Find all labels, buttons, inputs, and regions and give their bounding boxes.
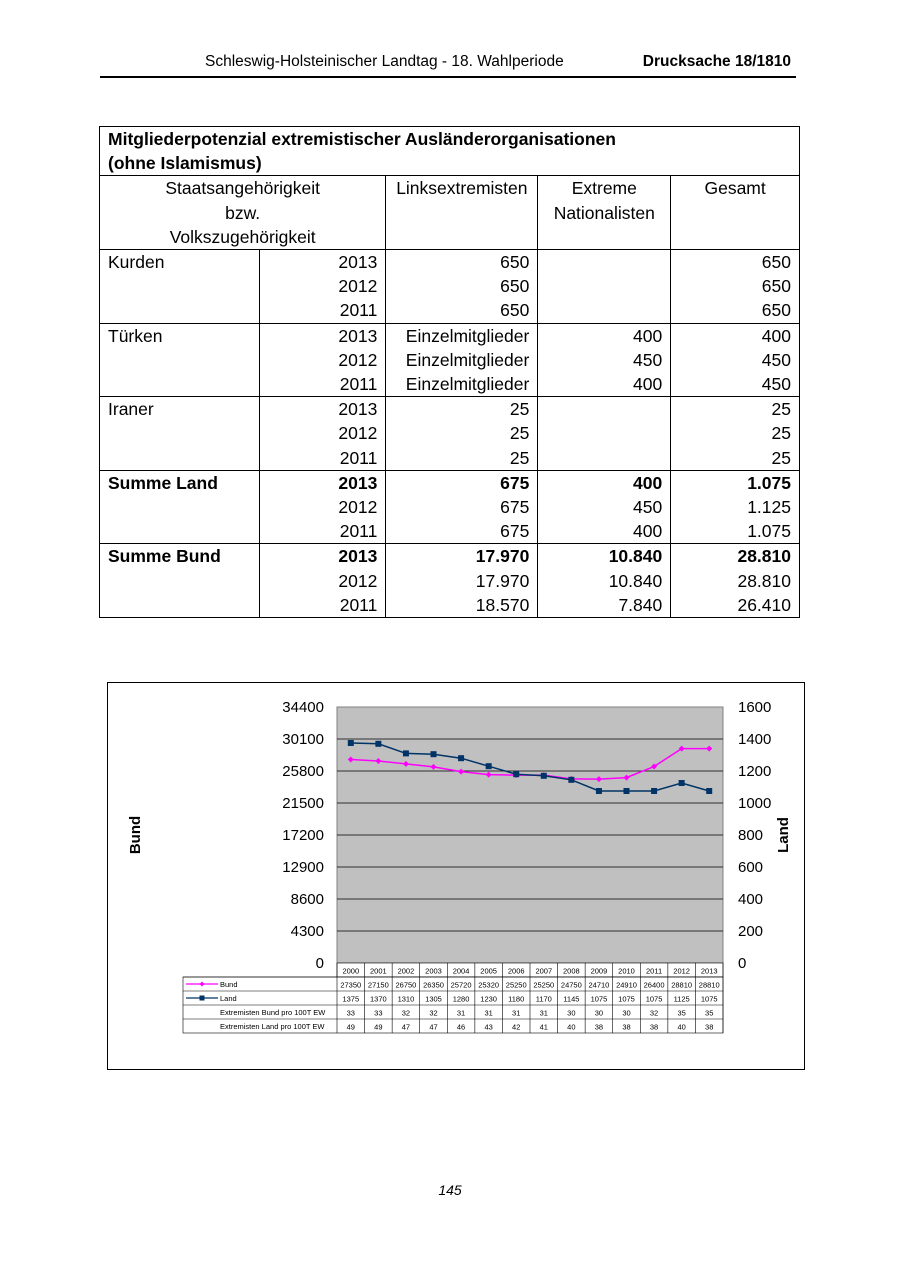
legend-marker <box>200 996 205 1001</box>
cell-year: 2012 <box>338 497 378 518</box>
cell-nat: 7.840 <box>618 594 663 615</box>
table-value: 38 <box>705 1022 714 1032</box>
cell-links: 18.570 <box>475 594 530 615</box>
cell-links: 675 <box>500 472 530 493</box>
column-year-cell <box>259 323 386 397</box>
x-tick-label: 2001 <box>370 966 387 976</box>
table-value: 31 <box>484 1008 493 1018</box>
table-value: 25720 <box>450 980 472 990</box>
column-nat-cell <box>538 470 671 544</box>
table-row-label: Extremisten Bund pro 100T EW <box>220 1008 326 1017</box>
data-point-land <box>651 788 657 794</box>
cell-year: 2011 <box>339 447 378 468</box>
table-value: 25250 <box>505 980 527 990</box>
column-year-cell <box>259 250 386 324</box>
cell-links: Einzelmitglieder <box>405 374 530 395</box>
table-value: 30 <box>594 1008 604 1018</box>
table-row-label: Bund <box>220 980 238 989</box>
table-value: 1375 <box>342 994 360 1004</box>
cell-year: 2011 <box>339 300 378 321</box>
y2-tick-label: 400 <box>738 891 764 908</box>
group-name: Iraner <box>108 399 154 420</box>
table-value: 40 <box>677 1022 686 1032</box>
cell-links: Einzelmitglieder <box>405 349 530 370</box>
cell-nat: 10.840 <box>608 546 663 567</box>
group-name-cell <box>100 323 260 397</box>
y2-tick-label: 1000 <box>738 795 772 812</box>
data-point-land <box>624 788 630 794</box>
cell-gesamt: 450 <box>761 349 791 370</box>
cell-year: 2012 <box>338 570 378 591</box>
table-value: 32 <box>649 1008 659 1018</box>
table-value: 1370 <box>370 994 387 1004</box>
cell-links: 25 <box>509 447 530 468</box>
cell-nat: 400 <box>633 472 663 493</box>
table-value: 32 <box>401 1008 411 1018</box>
cell-nat: 450 <box>633 349 663 370</box>
cell-gesamt: 450 <box>761 374 791 395</box>
col-header-staat-line3: Volkszugehörigkeit <box>169 226 316 247</box>
table-value: 28810 <box>698 980 720 990</box>
cell-year: 2013 <box>338 252 378 273</box>
x-tick-label: 2010 <box>618 966 635 976</box>
cell-nat <box>546 421 662 445</box>
y-tick-label: 30100 <box>282 731 324 748</box>
table-value: 1075 <box>645 994 663 1004</box>
table-group-row <box>100 397 800 471</box>
column-gesamt-cell <box>671 250 800 324</box>
x-tick-label: 2005 <box>480 966 497 976</box>
column-gesamt-cell <box>671 323 800 397</box>
data-point-land <box>596 788 602 794</box>
table-value: 32 <box>429 1008 438 1018</box>
table-value: 27150 <box>367 980 389 990</box>
cell-nat: 450 <box>633 497 663 518</box>
column-links-cell <box>386 397 538 471</box>
y-tick-label: 21500 <box>282 795 324 812</box>
table-value: 1145 <box>563 994 580 1004</box>
column-links-cell <box>386 323 538 397</box>
table-value: 26350 <box>423 980 444 990</box>
x-tick-label: 2003 <box>425 966 442 976</box>
group-name: Summe Land <box>108 472 218 493</box>
cell-gesamt: 25 <box>771 423 791 444</box>
group-name: Kurden <box>108 252 165 273</box>
column-gesamt-cell <box>671 544 800 618</box>
table-value: 41 <box>539 1022 548 1032</box>
cell-gesamt: 1.075 <box>747 521 791 542</box>
table-header-row <box>100 176 800 250</box>
y-tick-label: 0 <box>315 955 324 972</box>
table-value: 31 <box>456 1008 466 1018</box>
x-tick-label: 2009 <box>590 966 608 976</box>
cell-nat: 10.840 <box>608 570 663 591</box>
cell-nat: 400 <box>633 325 663 346</box>
y2-tick-label: 1200 <box>738 763 772 780</box>
column-nat-cell <box>538 544 671 618</box>
table-value: 42 <box>512 1022 521 1032</box>
table-value: 25320 <box>478 980 500 990</box>
data-point-land <box>541 773 547 779</box>
table-group-row <box>100 470 800 544</box>
table-value: 26400 <box>643 980 665 990</box>
column-links-cell <box>386 250 538 324</box>
table-value: 24910 <box>616 980 637 990</box>
cell-links: 17.970 <box>475 546 530 567</box>
y2-tick-label: 600 <box>738 859 764 876</box>
cell-gesamt: 25 <box>771 399 791 420</box>
column-nat-cell <box>538 397 671 471</box>
cell-year: 2011 <box>339 594 378 615</box>
table-value: 1075 <box>590 994 608 1004</box>
data-point-land <box>431 751 437 757</box>
table-value: 30 <box>567 1008 576 1018</box>
y2-tick-label: 200 <box>738 923 764 940</box>
line-chart <box>108 683 804 1069</box>
table-value: 24750 <box>560 980 582 990</box>
y-tick-label: 12900 <box>282 859 324 876</box>
group-name-cell <box>100 544 260 618</box>
table-value: 1125 <box>673 994 690 1004</box>
table-value: 31 <box>539 1008 548 1018</box>
table-value: 25250 <box>533 980 555 990</box>
cell-gesamt: 650 <box>761 276 791 297</box>
y-tick-label: 4300 <box>290 923 324 940</box>
cell-gesamt: 26.410 <box>737 594 791 615</box>
table-value: 49 <box>374 1022 383 1032</box>
col-header-links-text: Linksextremisten <box>396 178 528 199</box>
data-point-land <box>458 755 464 761</box>
data-point-land <box>375 741 381 747</box>
group-name: Türken <box>108 325 163 346</box>
x-tick-label: 2011 <box>646 966 663 976</box>
group-name: Summe Bund <box>108 546 221 567</box>
x-tick-label: 2004 <box>452 966 470 976</box>
page-header <box>100 50 796 78</box>
column-gesamt-cell <box>671 470 800 544</box>
table-value: 1075 <box>618 994 635 1004</box>
cell-gesamt: 650 <box>761 300 791 321</box>
cell-nat <box>546 397 662 421</box>
y2-axis-title: Land <box>775 817 792 853</box>
table-value: 1075 <box>700 994 718 1004</box>
cell-nat <box>546 274 662 298</box>
table-value: 47 <box>429 1022 438 1032</box>
y2-tick-label: 1400 <box>738 731 772 748</box>
document-number: Drucksache 18/1810 <box>642 53 791 70</box>
column-year-cell <box>259 397 386 471</box>
table-value: 38 <box>649 1022 659 1032</box>
y-tick-label: 25800 <box>282 763 324 780</box>
table-value: 1230 <box>480 994 497 1004</box>
table-title-line2: (ohne Islamismus) <box>108 153 262 174</box>
cell-links: 25 <box>509 399 530 420</box>
cell-links: 25 <box>509 423 530 444</box>
table-value: 30 <box>622 1008 631 1018</box>
cell-links: 650 <box>500 300 530 321</box>
col-header-staat <box>100 176 386 250</box>
column-links-cell <box>386 470 538 544</box>
group-name-cell <box>100 470 260 544</box>
table-value: 26750 <box>395 980 417 990</box>
cell-gesamt: 400 <box>761 325 791 346</box>
cell-nat: 400 <box>633 374 663 395</box>
cell-nat: 400 <box>633 521 663 542</box>
group-name-cell <box>100 250 260 324</box>
y-tick-label: 34400 <box>282 699 324 716</box>
table-value: 33 <box>346 1008 355 1018</box>
cell-links: 650 <box>500 252 530 273</box>
cell-year: 2012 <box>338 349 378 370</box>
data-point-land <box>513 771 519 777</box>
x-tick-label: 2000 <box>342 966 360 976</box>
cell-nat <box>546 250 662 274</box>
cell-nat <box>546 298 662 322</box>
table-value: 1180 <box>508 994 525 1004</box>
cell-links: 675 <box>500 521 530 542</box>
group-name-cell <box>100 397 260 471</box>
col-header-staat-line1: Staatsangehörigkeit <box>165 178 321 199</box>
y-axis-title: Bund <box>127 815 144 855</box>
table-value: 49 <box>346 1022 355 1032</box>
table-value: 35 <box>677 1008 686 1018</box>
table-value: 33 <box>374 1008 383 1018</box>
cell-nat <box>546 446 662 470</box>
table-group-row <box>100 544 800 618</box>
y2-tick-label: 800 <box>738 827 764 844</box>
table-value: 43 <box>484 1022 493 1032</box>
cell-year: 2012 <box>338 276 378 297</box>
col-header-nat-line1: Extreme <box>571 178 637 199</box>
table-value: 1170 <box>535 994 552 1004</box>
col-header-staat-line2: bzw. <box>225 202 261 223</box>
col-header-gesamt-text: Gesamt <box>704 178 766 199</box>
data-point-land <box>568 777 574 783</box>
table-group-row <box>100 250 800 324</box>
table-value: 28810 <box>671 980 693 990</box>
table-row-label: Extremisten Land pro 100T EW <box>220 1022 325 1031</box>
members-table <box>99 126 800 618</box>
data-point-land <box>403 750 409 756</box>
cell-year: 2013 <box>338 325 378 346</box>
column-nat-cell <box>538 323 671 397</box>
cell-year: 2013 <box>338 472 378 493</box>
x-tick-label: 2006 <box>507 966 525 976</box>
table-value: 38 <box>622 1022 631 1032</box>
col-header-nat <box>538 176 671 250</box>
table-value: 40 <box>567 1022 576 1032</box>
table-value: 1305 <box>425 994 442 1004</box>
table-value: 38 <box>594 1022 604 1032</box>
cell-gesamt: 25 <box>771 447 791 468</box>
data-point-land <box>348 740 354 746</box>
x-tick-label: 2012 <box>673 966 690 976</box>
x-tick-label: 2002 <box>397 966 415 976</box>
col-header-gesamt <box>671 176 800 250</box>
x-tick-label: 2007 <box>535 966 553 976</box>
cell-year: 2011 <box>339 521 378 542</box>
cell-links: Einzelmitglieder <box>405 325 530 346</box>
table-row-label: Land <box>220 994 237 1003</box>
y2-tick-label: 0 <box>738 955 747 972</box>
cell-year: 2011 <box>339 374 378 395</box>
table-value: 31 <box>512 1008 521 1018</box>
cell-gesamt: 28.810 <box>737 546 791 567</box>
cell-year: 2013 <box>338 546 378 567</box>
column-year-cell <box>259 470 386 544</box>
cell-year: 2012 <box>338 423 378 444</box>
table-value: 24710 <box>588 980 610 990</box>
x-tick-label: 2013 <box>700 966 718 976</box>
cell-year: 2013 <box>338 399 378 420</box>
cell-links: 17.970 <box>475 570 530 591</box>
y-tick-label: 8600 <box>290 891 324 908</box>
cell-links: 675 <box>500 497 530 518</box>
cell-gesamt: 28.810 <box>737 570 791 591</box>
column-gesamt-cell <box>671 397 800 471</box>
cell-gesamt: 650 <box>761 252 791 273</box>
table-value: 1310 <box>397 994 415 1004</box>
cell-gesamt: 1.075 <box>747 472 791 493</box>
data-point-land <box>706 788 712 794</box>
table-group-row <box>100 323 800 397</box>
col-header-nat-line2: Nationalisten <box>553 202 655 223</box>
header-title: Schleswig-Holsteinischer Landtag - 18. Wahlperiode <box>205 53 564 70</box>
column-year-cell <box>259 544 386 618</box>
data-point-land <box>679 780 685 786</box>
column-nat-cell <box>538 250 671 324</box>
x-tick-label: 2008 <box>563 966 580 976</box>
data-point-land <box>486 763 492 769</box>
table-value: 1280 <box>452 994 470 1004</box>
table-value: 35 <box>705 1008 714 1018</box>
cell-links: 650 <box>500 276 530 297</box>
y2-tick-label: 1600 <box>738 699 772 716</box>
cell-gesamt: 1.125 <box>747 497 791 518</box>
column-links-cell <box>386 544 538 618</box>
table-value: 46 <box>456 1022 466 1032</box>
table-value: 47 <box>401 1022 411 1032</box>
y-tick-label: 17200 <box>282 827 324 844</box>
col-header-links <box>386 176 538 250</box>
chart-container <box>107 682 805 1070</box>
table-title <box>100 127 800 176</box>
page-number: 145 <box>438 1182 462 1198</box>
table-title-line1: Mitgliederpotenzial extremistischer Ausländerorganisationen <box>108 129 616 149</box>
table-value: 27350 <box>340 980 362 990</box>
